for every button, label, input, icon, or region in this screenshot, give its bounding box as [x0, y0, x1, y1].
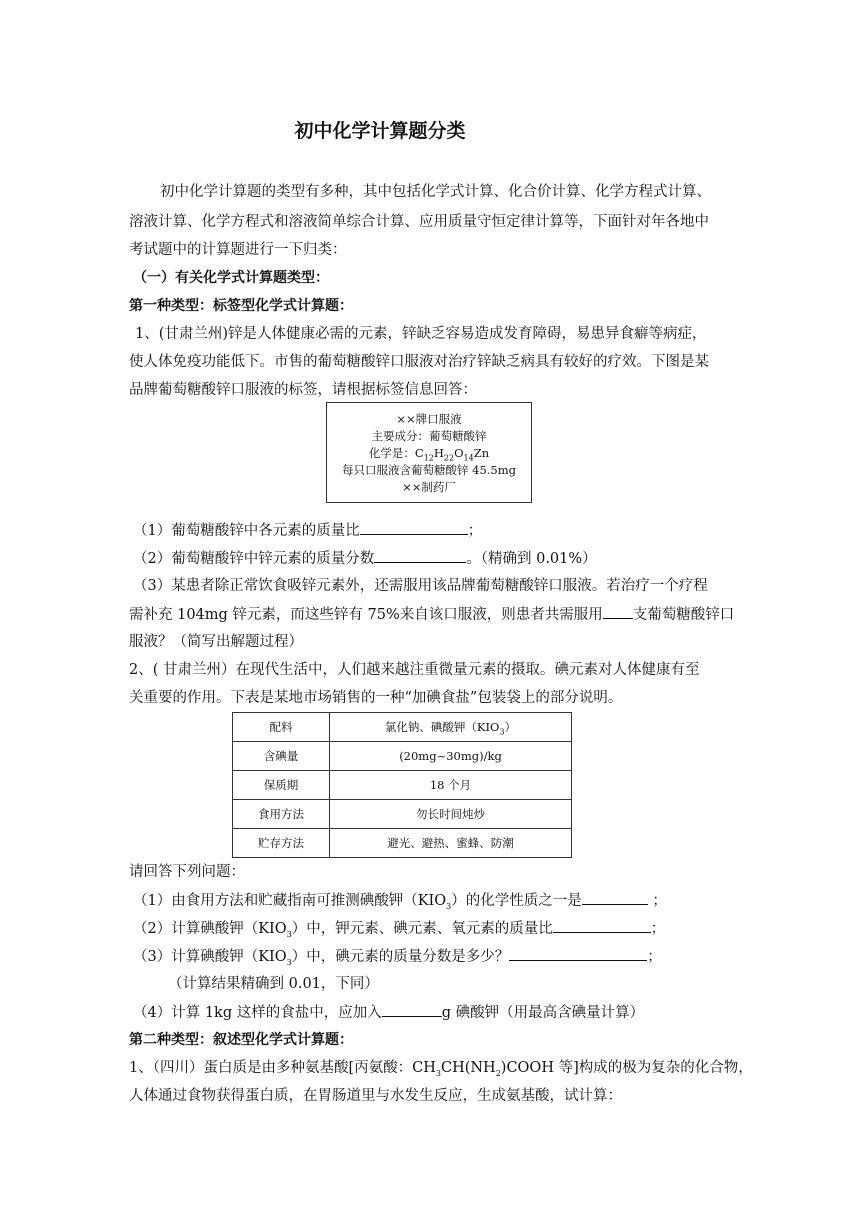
table-key: 含碘量	[233, 742, 330, 771]
label-ingredient: 主要成分：葡萄糖酸锌	[371, 429, 487, 443]
section-heading: （一）有关化学式计算题类型：	[133, 270, 329, 286]
answer-blank[interactable]	[360, 520, 468, 535]
label-manufacturer: ××制药厂	[402, 480, 456, 494]
table-row	[233, 800, 572, 829]
table-row	[233, 771, 572, 800]
answer-blank[interactable]	[382, 1002, 442, 1017]
table-value: 氯化钠、碘酸钾$(KIO_3)$	[330, 713, 572, 742]
intro-line-3: 考试题中的计算题进行一下归类：	[129, 242, 347, 258]
type-2-heading: 第二种类型：叙述型化学式计算题：	[129, 1032, 353, 1048]
page-title: 初中化学计算题分类	[294, 120, 466, 142]
q1-sub-2: （2）葡萄糖酸锌中锌元素的质量分数 。（精确到 0.01%）	[133, 548, 597, 569]
table-row	[233, 829, 572, 858]
q1-sub-3-line-1: （3）某患者除正常饮食吸锌元素外，还需服用该品牌葡萄糖酸锌口服液。若治疗一个疗程	[133, 578, 708, 594]
type-1-heading: 第一种类型：标签型化学式计算题：	[129, 298, 353, 314]
answer-blank[interactable]	[603, 604, 633, 619]
question-3-line-1: 1、（四川）蛋白质是由多种氨基酸[丙氨酸：$CH_3CH(NH_2)COOH$ 等]构成的极为复杂的化合物，	[129, 1060, 753, 1078]
question-2-line-2: 关重要的作用。下表是某地市场销售的一种“加碘食盐”包装袋上的部分说明。	[129, 690, 623, 706]
question-1-line-2: 使人体免疫功能低下。市售的葡萄糖酸锌口服液对治疗锌缺乏病具有较好的疗效。下图是某	[129, 354, 709, 370]
q2-sub-3: （3）计算碘酸钾$(KIO_3)$中，碘元素的质量分数是多少？ ；	[133, 946, 662, 967]
table-key: 保质期	[233, 771, 330, 800]
table-key: 配料	[233, 713, 330, 742]
q1-sub-3-line-2: 需补充 104mg 锌元素，而这些锌有 75%来自该口服液，则患者共需服用 支葡萄糖酸锌口	[129, 604, 734, 625]
table-value: 18 个月	[330, 771, 572, 800]
table-row	[233, 713, 572, 742]
question-2-line-1: 2、( 甘肃兰州）在现代生活中，人们越来越注重微量元素的摄取。碘元素对人体健康有至	[129, 662, 700, 678]
question-3-line-2: 人体通过食物获得蛋白质，在胃肠道里与水发生反应，生成氨基酸，试计算：	[129, 1088, 622, 1104]
q2-sub-2: （2）计算碘酸钾$(KIO_3)$中，钾元素、碘元素、氧元素的质量比 ；	[133, 918, 665, 939]
question-1-line-3: 品牌葡萄糖酸锌口服液的标签，请根据标签信息回答：	[129, 382, 477, 398]
q2-prompt: 请回答下列问题：	[129, 864, 245, 880]
intro-line-2: 溶液计算、化学方程式和溶液简单综合计算、应用质量守恒定律计算等，下面针对年各地中	[129, 214, 709, 230]
table-key: 贮存方法	[233, 829, 330, 858]
salt-info-table	[232, 712, 572, 858]
label-dosage: 每只口服液含葡萄糖酸锌 45.5mg	[341, 463, 517, 477]
q2-sub-1: （1）由食用方法和贮藏指南可推测碘酸钾$(KIO_3)$的化学性质之一是 ；	[133, 890, 667, 911]
question-1-line-1: 1、(甘肃兰州)锌是人体健康必需的元素，锌缺乏容易造成发育障碍，易患异食癖等病症，	[135, 326, 707, 342]
answer-blank[interactable]	[553, 918, 651, 933]
product-label-box	[326, 402, 532, 503]
answer-blank[interactable]	[509, 946, 647, 961]
answer-blank[interactable]	[374, 548, 466, 563]
intro-line-1: 初中化学计算题的类型有多种，其中包括化学式计算、化合价计算、化学方程式计算、	[160, 184, 711, 200]
table-key: 食用方法	[233, 800, 330, 829]
table-value: (20mg~30mg)/kg	[330, 742, 572, 771]
q2-sub-3-note: （计算结果精确到 0.01，下同）	[168, 976, 379, 992]
table-value: 避光、避热、蜜蜂、防潮	[330, 829, 572, 858]
table-value: 勿长时间炖炒	[330, 800, 572, 829]
table-row	[233, 742, 572, 771]
label-brand: ××牌口服液	[396, 412, 462, 426]
q2-sub-4: （4）计算 1kg 这样的食盐中，应加入 g 碘酸钾（用最高含碘量计算）	[133, 1002, 644, 1023]
label-formula: 化学是：$C_{12}H_{22}O_{14}Zn$	[368, 446, 490, 463]
answer-blank[interactable]	[582, 890, 648, 905]
q1-sub-3-line-3: 服液？（简写出解题过程）	[129, 634, 303, 650]
q1-sub-1: （1）葡萄糖酸锌中各元素的质量比 ；	[133, 520, 482, 541]
